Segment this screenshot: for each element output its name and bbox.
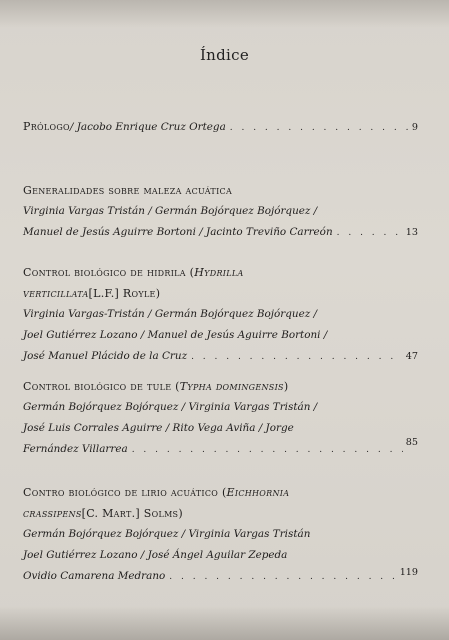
entry-author: Joel Gutiérrez Lozano / Manuel de Jesús Aguirre Bortoni / [23,329,328,341]
entry-author: Manuel de Jesús Aguirre Bortoni / Jacinto Treviño Carreón [23,226,333,238]
entry-heading: [L.F.] Royle) [88,287,161,300]
entry-heading-close: ) [283,380,289,393]
scientific-name: Eichhornia [226,486,290,499]
dot-leader [191,352,403,362]
page-title: Índice [199,46,250,64]
toc-line [23,528,418,549]
entry-heading: Contro biológico de lirio acuático ( [23,486,227,499]
toc-line [23,401,418,422]
page-number: 13 [405,227,418,238]
entry-heading: [C. Mart.] Solms) [81,507,183,520]
page-number: 47 [405,351,418,362]
entry-author: José Luis Corrales Aguirre / Rito Vega Aviña / Jorge [23,422,294,434]
toc-line [23,350,418,371]
page-shadow-bottom [0,606,449,640]
scientific-name: Hydrilla [194,266,244,279]
toc-line [23,287,418,308]
entry-author: Germán Bojórquez Bojórquez / Virginia Vargas Tristán / [23,401,318,413]
toc-line [23,120,418,141]
entry-author: / Jacobo Enrique Cruz Ortega [69,121,226,133]
dot-leader [230,123,409,133]
toc-line [23,184,418,205]
entry-author: Virginia Vargas Tristán / Germán Bojórquez Bojórquez / [23,205,318,217]
entry-heading: Control biológico de hidrila ( [23,266,195,279]
toc-entry-lirio [23,486,418,591]
toc-line [23,422,418,443]
page-number: 9 [411,122,418,133]
scientific-name: verticillata [23,287,89,300]
entry-author: Joel Gutiérrez Lozano / José Ángel Aguilar Zepeda [23,549,288,561]
dot-leader [132,445,403,455]
toc-line [23,226,418,247]
scientific-name: Typha domingensis [179,380,284,393]
entry-author: Fernández Villarrea [23,443,128,455]
toc-line [23,329,418,350]
dot-leader [337,228,403,238]
entry-author: Ovidio Camarena Medrano [23,570,166,582]
toc-entry-tule [23,380,418,464]
page-shadow-top [0,0,449,28]
entry-heading: Prólogo [23,120,70,133]
toc-entry-hidrila [23,266,418,371]
entry-author: José Manuel Plácido de la Cruz [23,350,188,362]
entry-author: Germán Bojórquez Bojórquez / Virginia Vargas Tristán [23,528,311,540]
entry-author: Virginia Vargas-Tristán / Germán Bojórquez Bojórquez / [23,308,318,320]
toc-entry-generalidades [23,184,418,247]
scientific-name: crassipens [23,507,82,520]
entry-heading: Generalidades sobre maleza acuática [23,184,233,197]
dot-leader [169,572,396,582]
toc-line [23,266,418,287]
toc-line [23,437,418,464]
toc-line [23,380,418,401]
toc-line [23,507,418,528]
page-number: 119 [399,567,418,578]
toc-line [23,486,418,507]
page-number: 85 [405,437,418,448]
toc-line [23,567,418,591]
toc-line [23,549,418,570]
toc-line [23,205,418,226]
entry-heading: Control biológico de tule ( [23,380,180,393]
toc-entry-prologo [23,120,418,141]
toc-line [23,308,418,329]
